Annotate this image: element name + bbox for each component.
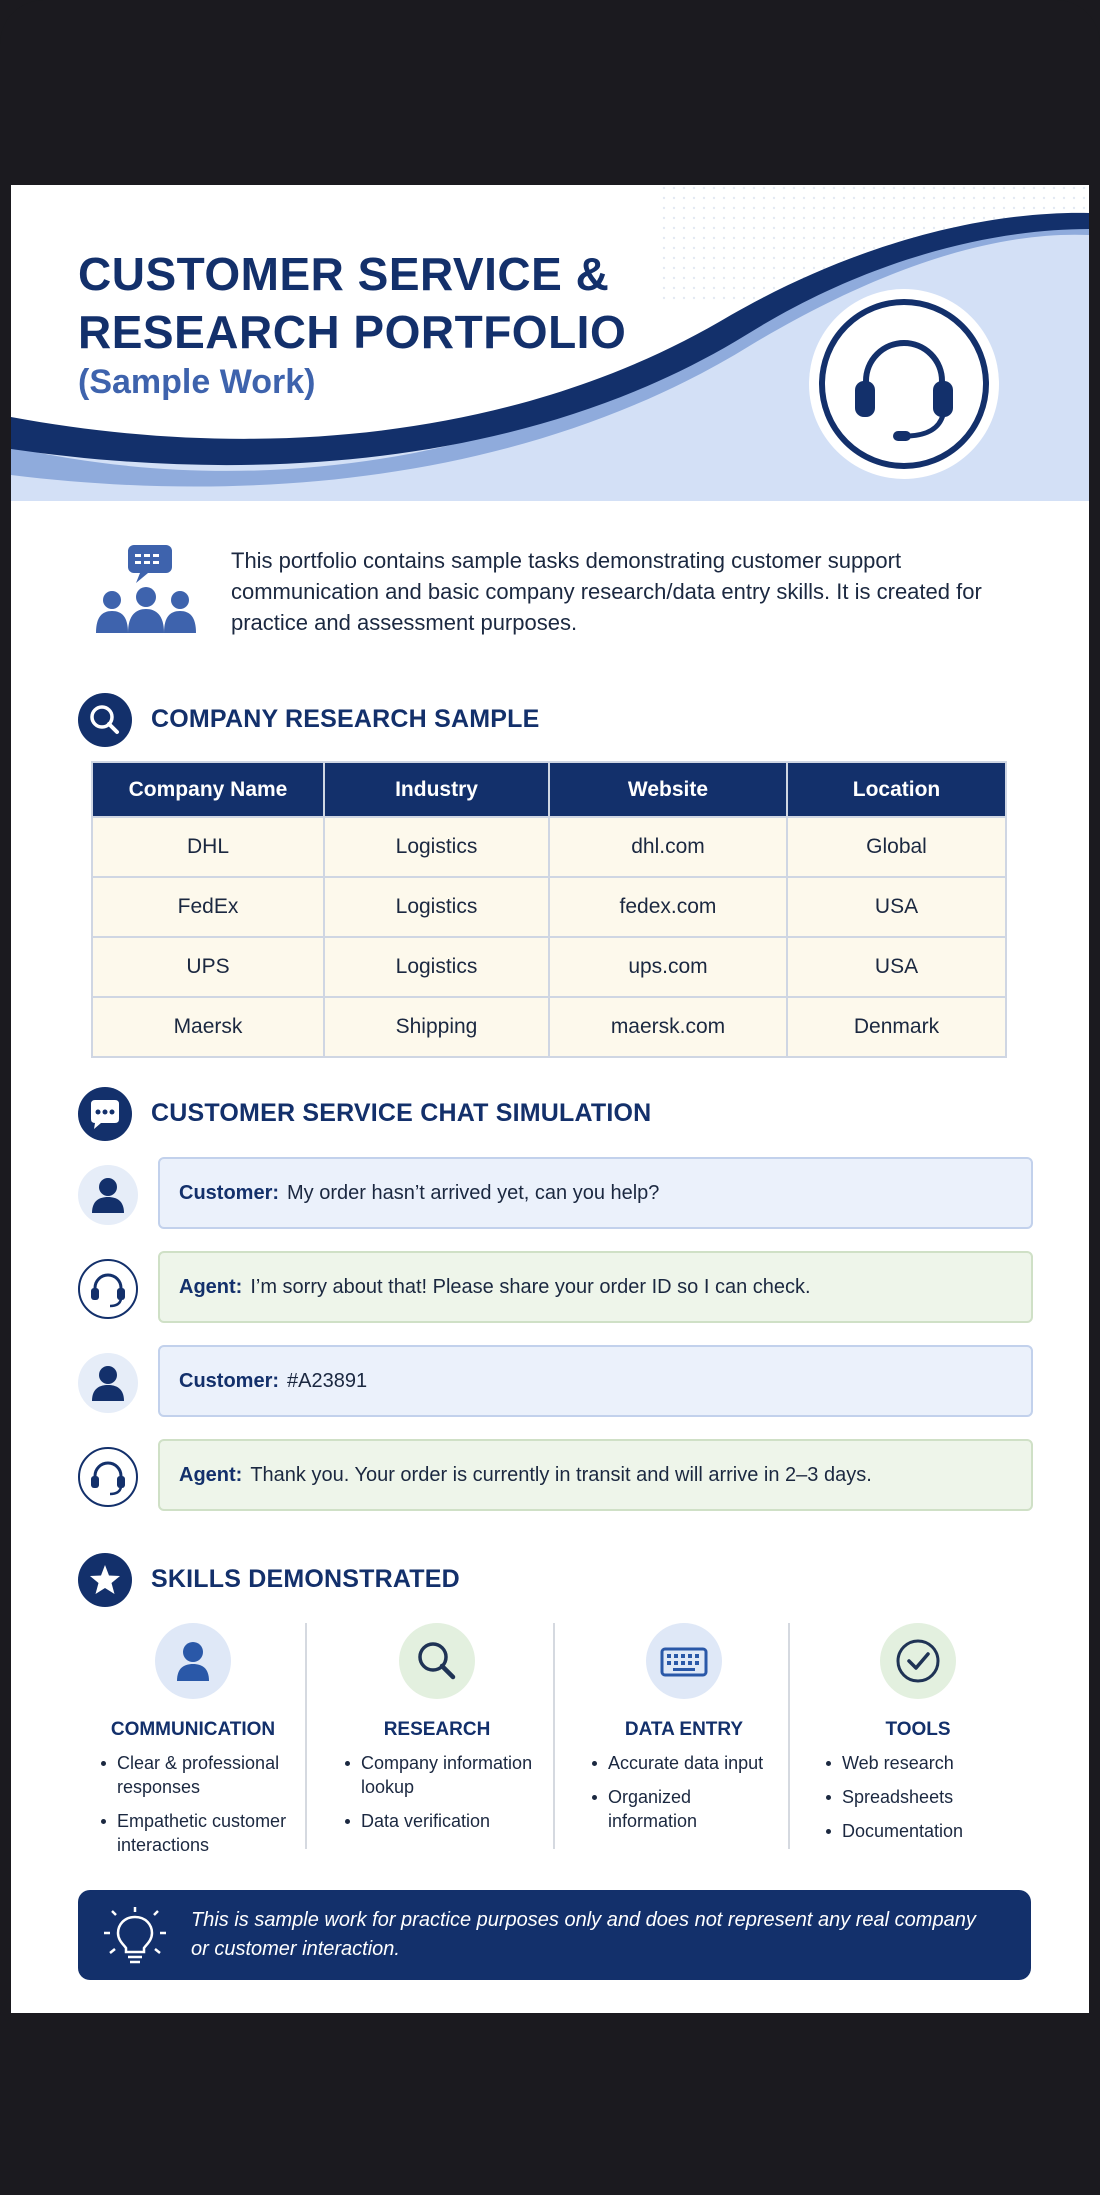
page-subtitle: (Sample Work) <box>78 363 316 401</box>
table-row <box>92 937 1006 997</box>
title-line-2: RESEARCH PORTFOLIO <box>78 306 627 358</box>
table-cell: FedEx <box>92 877 324 937</box>
chat-message-agent <box>78 1251 1031 1327</box>
chat-text: I’m sorry about that! Please share your order ID so I can check. <box>250 1275 811 1298</box>
checkmark-icon <box>880 1623 956 1699</box>
skill-title: COMMUNICATION <box>110 1719 276 1740</box>
skill-point: Spreadsheets <box>842 1785 963 1809</box>
customer-avatar <box>78 1165 138 1225</box>
table-cell: USA <box>787 877 1006 937</box>
skill-divider <box>788 1623 790 1849</box>
table-cell: UPS <box>92 937 324 997</box>
headset-badge <box>809 289 999 479</box>
person-icon <box>155 1623 231 1699</box>
portfolio-page <box>11 185 1089 2013</box>
skill-data-entry <box>564 1623 804 1853</box>
skill-communication <box>73 1623 313 1853</box>
skill-point: Company information lookup <box>361 1751 557 1799</box>
skill-point: Clear & professional responses <box>117 1751 313 1799</box>
column-header: Company Name <box>92 762 324 817</box>
keyboard-icon <box>646 1623 722 1699</box>
skill-icon-badge <box>399 1623 475 1699</box>
chat-section-header <box>78 1087 978 1141</box>
lightbulb-icon <box>100 1905 170 1967</box>
headset-icon <box>80 1449 136 1505</box>
table-cell: Denmark <box>787 997 1006 1057</box>
chat-section-title: CUSTOMER SERVICE CHAT SIMULATION <box>151 1099 652 1127</box>
table-cell: Shipping <box>324 997 549 1057</box>
header-banner <box>11 185 1089 501</box>
chat-message-customer <box>78 1345 1031 1421</box>
skill-point: Empathetic customer interactions <box>117 1809 313 1857</box>
customer-avatar <box>78 1353 138 1413</box>
table-row <box>92 997 1006 1057</box>
disclaimer-banner <box>78 1890 1031 1980</box>
chat-speaker: Customer: <box>179 1369 280 1392</box>
table-cell: USA <box>787 937 1006 997</box>
table-cell: Global <box>787 817 1006 877</box>
skill-points <box>584 1751 763 1843</box>
chat-section-badge <box>78 1087 132 1141</box>
skill-tools <box>798 1623 1038 1853</box>
intro-paragraph: This portfolio contains sample tasks demonstrating customer support communication and basic company research/data entry skills. It is created for practice and assessment purposes. <box>231 548 982 635</box>
skill-points <box>93 1751 313 1867</box>
skill-divider <box>553 1623 555 1849</box>
chat-bubble <box>158 1157 1033 1229</box>
skill-title: TOOLS <box>885 1719 951 1740</box>
skill-point: Web research <box>842 1751 963 1775</box>
title-line-1: CUSTOMER SERVICE & <box>78 248 610 300</box>
skill-icon-badge <box>880 1623 956 1699</box>
headset-icon <box>80 1261 136 1317</box>
magnifier-icon <box>399 1623 475 1699</box>
company-research-table <box>91 761 1007 1058</box>
chat-bubble <box>158 1439 1033 1511</box>
table-cell: DHL <box>92 817 324 877</box>
table-cell: dhl.com <box>549 817 787 877</box>
chat-bubble <box>158 1345 1033 1417</box>
skill-point: Accurate data input <box>608 1753 764 1773</box>
table-cell: Maersk <box>92 997 324 1057</box>
table-cell: Logistics <box>324 877 549 937</box>
skills-section-title: SKILLS DEMONSTRATED <box>151 1565 460 1593</box>
agent-avatar <box>78 1259 138 1319</box>
skill-point: Data verification <box>361 1809 557 1833</box>
skill-research <box>317 1623 557 1853</box>
device-frame <box>0 0 1100 185</box>
star-icon <box>78 1553 132 1607</box>
table-row <box>92 817 1006 877</box>
column-header: Website <box>549 762 787 817</box>
column-header: Location <box>787 762 1006 817</box>
chat-text: Thank you. Your order is currently in transit and will arrive in 2–3 days. <box>250 1463 872 1486</box>
person-icon <box>78 1353 138 1413</box>
skill-title: RESEARCH <box>383 1719 491 1740</box>
skill-title: DATA ENTRY <box>624 1719 744 1740</box>
table-cell: fedex.com <box>549 877 787 937</box>
chat-text: #A23891 <box>287 1369 368 1392</box>
skill-icon-badge <box>155 1623 231 1699</box>
headset-icon <box>809 289 999 479</box>
chat-bubble-icon <box>78 1087 132 1141</box>
table-header-row <box>92 762 1006 817</box>
chat-text: My order hasn’t arrived yet, can you help? <box>287 1181 660 1204</box>
table-cell: maersk.com <box>549 997 787 1057</box>
skill-divider <box>305 1623 307 1849</box>
disclaimer-text: This is sample work for practice purposes only and does not represent any real company or customer interaction. <box>191 1909 976 1960</box>
skill-point: Organized information <box>608 1785 738 1833</box>
skill-icon-badge <box>646 1623 722 1699</box>
chat-bubble <box>158 1251 1033 1323</box>
chat-message-customer <box>78 1157 1031 1233</box>
page-title <box>78 245 626 361</box>
agent-avatar <box>78 1447 138 1507</box>
table-row <box>92 877 1006 937</box>
chat-speaker: Customer: <box>179 1181 280 1204</box>
skill-points <box>337 1751 557 1843</box>
column-header: Industry <box>324 762 549 817</box>
person-icon <box>78 1165 138 1225</box>
chat-speaker: Agent: <box>179 1463 243 1486</box>
chat-speaker: Agent: <box>179 1275 243 1298</box>
team-chat-icon <box>96 545 196 635</box>
skills-section-header <box>78 1553 978 1607</box>
research-section-header <box>78 693 978 747</box>
table-cell: Logistics <box>324 817 549 877</box>
chat-message-agent <box>78 1439 1031 1515</box>
skill-points <box>818 1751 963 1853</box>
research-section-badge <box>78 693 132 747</box>
research-section-title: COMPANY RESEARCH SAMPLE <box>151 705 540 733</box>
skill-point: Documentation <box>842 1821 964 1841</box>
table-cell: ups.com <box>549 937 787 997</box>
table-cell: Logistics <box>324 937 549 997</box>
search-icon <box>78 693 132 747</box>
skills-section-badge <box>78 1553 132 1607</box>
